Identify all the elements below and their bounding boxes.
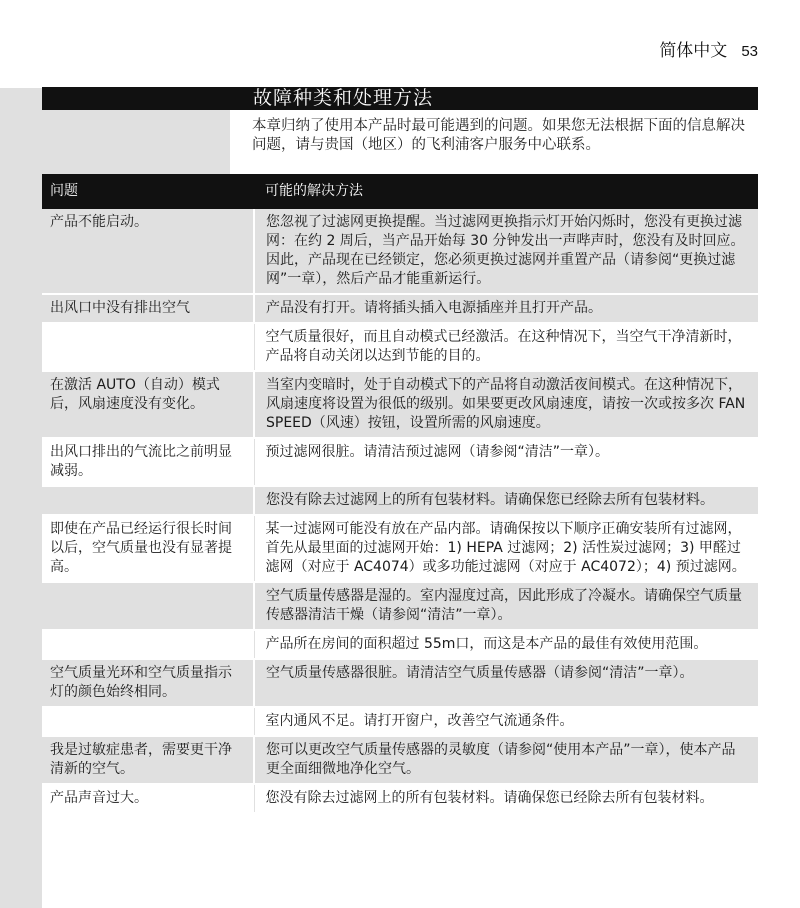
solution-cell: 室内通风不足。请打开窗户，改善空气流通条件。 [254, 707, 758, 736]
table-row [42, 736, 758, 784]
solution-cell: 当室内变暗时，处于自动模式下的产品将自动激活夜间模式。在这种情况下，风扇速度将设置为很低的级别。如果要更改风扇速度，请按一次或按多次 FAN SPEED（风速）按钮，设置所需的风扇速度。 [254, 371, 758, 438]
problem-cell: 在激活 AUTO（自动）模式后，风扇速度没有变化。 [42, 371, 254, 438]
table-row [42, 707, 758, 736]
table-row [42, 371, 758, 438]
table-row [42, 294, 758, 323]
solution-cell: 预过滤网很脏。请清洁预过滤网（请参阅“清洁”一章）。 [254, 438, 758, 486]
solution-cell: 产品所在房间的面积超过 55m口，而这是本产品的最佳有效使用范围。 [254, 630, 758, 659]
solution-cell: 空气质量传感器是湿的。室内湿度过高，因此形成了冷凝水。请确保空气质量传感器清洁干燥（请参阅“清洁”一章）。 [254, 582, 758, 630]
left-margin-bar [0, 88, 42, 908]
solution-cell: 您没有除去过滤网上的所有包装材料。请确保您已经除去所有包装材料。 [254, 486, 758, 515]
section-title-bar [42, 87, 758, 110]
problem-cell: 出风口排出的气流比之前明显减弱。 [42, 438, 254, 486]
intro-side-box [42, 110, 230, 174]
table-row [42, 486, 758, 515]
intro-paragraph: 本章归纳了使用本产品时最可能遇到的问题。如果您无法根据下面的信息解决问题，请与贵国（地区）的飞利浦客户服务中心联系。 [252, 118, 745, 153]
language-label: 简体中文 [659, 41, 728, 61]
problem-cell: 出风口中没有排出空气 [42, 294, 254, 323]
table-row [42, 630, 758, 659]
problem-cell [42, 630, 254, 659]
problem-cell: 即使在产品已经运行很长时间以后，空气质量也没有显著提高。 [42, 515, 254, 582]
problem-cell [42, 323, 254, 371]
solution-cell: 您可以更改空气质量传感器的灵敏度（请参阅“使用本产品”一章），使本产品更全面细微地净化空气。 [254, 736, 758, 784]
table-row [42, 438, 758, 486]
solution-cell: 产品没有打开。请将插头插入电源插座并且打开产品。 [254, 294, 758, 323]
problem-cell [42, 582, 254, 630]
problem-cell [42, 707, 254, 736]
solution-cell: 您没有除去过滤网上的所有包装材料。请确保您已经除去所有包装材料。 [254, 784, 758, 813]
header-solution: 可能的解决方法 [254, 174, 758, 209]
solution-cell: 某一过滤网可能没有放在产品内部。请确保按以下顺序正确安装所有过滤网，首先从最里面的过滤网开始：1) HEPA 过滤网；2) 活性炭过滤网；3) 甲醛过滤网（对应于 AC4074）或多功能过滤网（对应于 AC4072）；4) 预过滤网。 [254, 515, 758, 582]
troubleshooting-table [42, 174, 758, 814]
table-row [42, 323, 758, 371]
table-row [42, 515, 758, 582]
table-row [42, 659, 758, 707]
solution-cell: 空气质量很好，而且自动模式已经激活。在这种情况下，当空气干净清新时，产品将自动关闭以达到节能的目的。 [254, 323, 758, 371]
problem-cell [42, 486, 254, 515]
table-header-row [42, 174, 758, 209]
header-problem: 问题 [42, 174, 254, 209]
solution-cell: 您忽视了过滤网更换提醒。当过滤网更换指示灯开始闪烁时，您没有更换过滤网：在约 2 周后，当产品开始每 30 分钟发出一声哔声时，您没有及时回应。因此，产品现在已经锁定，您必须更换过滤网并重置产品（请参阅“更换过滤网”一章），然后产品才能重新运行。 [254, 209, 758, 294]
section-title: 故障种类和处理方法 [253, 87, 434, 109]
table-row [42, 784, 758, 813]
page-header [659, 36, 758, 61]
problem-cell: 产品声音过大。 [42, 784, 254, 813]
problem-cell: 产品不能启动。 [42, 209, 254, 294]
table-row [42, 582, 758, 630]
solution-cell: 空气质量传感器很脏。请清洁空气质量传感器（请参阅“清洁”一章）。 [254, 659, 758, 707]
problem-cell: 空气质量光环和空气质量指示灯的颜色始终相同。 [42, 659, 254, 707]
problem-cell: 我是过敏症患者，需要更干净清新的空气。 [42, 736, 254, 784]
table-row [42, 209, 758, 294]
page-number: 53 [741, 43, 758, 60]
